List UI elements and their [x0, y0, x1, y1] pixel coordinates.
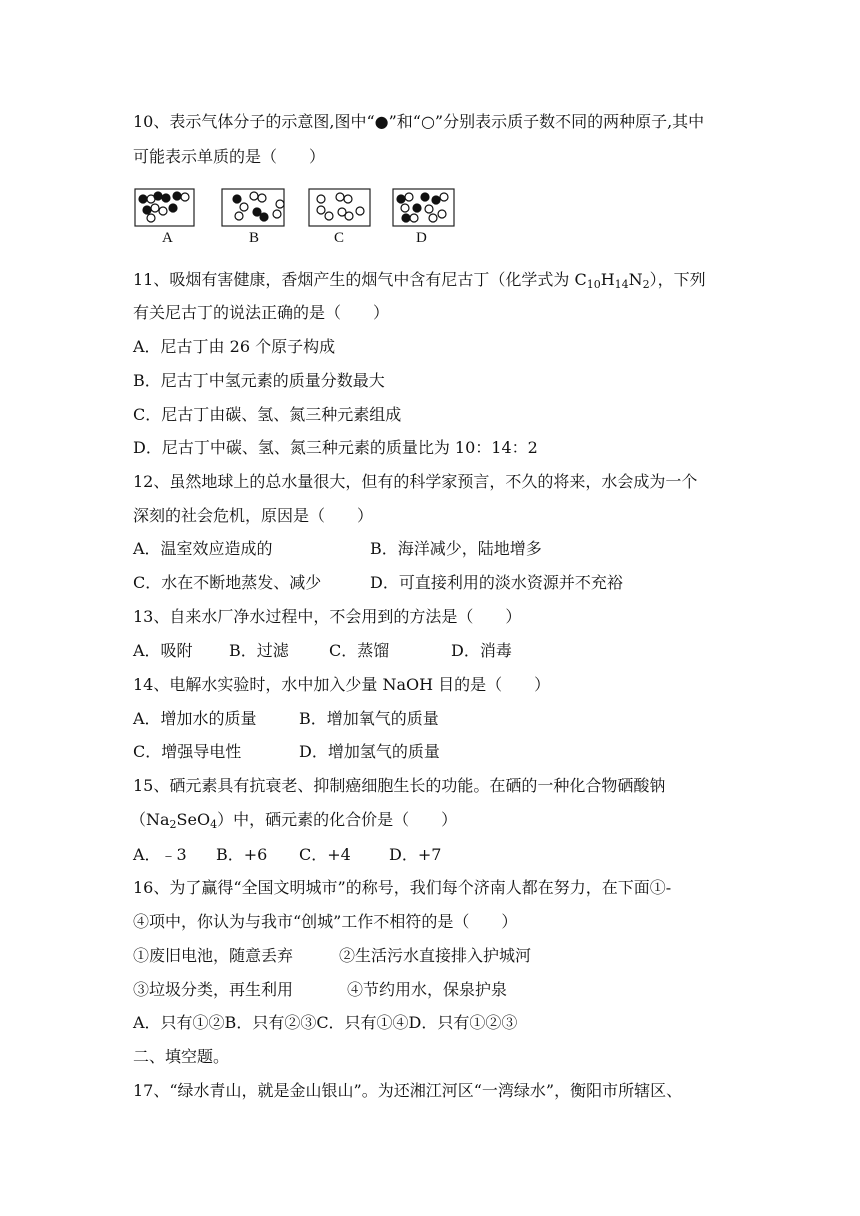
q14-option-d: D．增加氢气的质量 — [299, 742, 440, 761]
figure-label-c: C — [334, 230, 345, 246]
q16-item-2: ②生活污水直接排入护城河 — [339, 946, 532, 965]
q16-stem-line1: 16、为了赢得“全国文明城市”的称号，我们每个济南人都在努力，在下面①- — [133, 878, 672, 897]
q11-stem-text-b: ），下列 — [649, 270, 706, 289]
q12-option-c: C．水在不断地蒸发、减少 — [133, 573, 322, 592]
q12-stem-line2: 深刻的社会危机，原因是（ ） — [133, 506, 374, 525]
q13-option-d: D．消毒 — [451, 641, 512, 660]
q16-options: A．只有①②B．只有②③C．只有①④D．只有①②③ — [133, 1013, 518, 1032]
q11-stem-line1 — [133, 270, 706, 290]
q11-option-b: B．尼古丁中氢元素的质量分数最大 — [133, 371, 385, 390]
q15-option-d: D．+7 — [389, 845, 442, 864]
q12-option-b: B．海洋减少，陆地增多 — [370, 539, 542, 558]
q11-formula-n: N — [628, 270, 643, 289]
q11-stem-line2: 有关尼古丁的说法正确的是（ ） — [133, 303, 390, 322]
q14-option-b: B．增加氧气的质量 — [299, 709, 439, 728]
figure-label-a: A — [162, 230, 173, 246]
q16-item-3: ③垃圾分类，再生利用 — [133, 980, 294, 999]
q15-text-b: ）中，硒元素的化合价是（ ） — [217, 810, 458, 829]
q11-option-c: C．尼古丁由碳、氢、氮三种元素组成 — [133, 405, 402, 424]
q17-stem-line1: 17、“绿水青山，就是金山银山”。为还湘江河区“一湾绿水”，衡阳市所辖区、 — [133, 1081, 683, 1100]
molecule-diagrams — [133, 186, 463, 250]
q11-option-a: A．尼古丁由 26 个原子构成 — [133, 337, 336, 356]
q10-stem-line2: 可能表示单质的是（ ） — [133, 147, 326, 166]
q15-option-a: A．﹣3 — [133, 845, 187, 864]
q16-item-1: ①废旧电池，随意丢弃 — [133, 946, 294, 965]
q14-option-a: A．增加水的质量 — [133, 709, 257, 728]
q12-option-a: A．温室效应造成的 — [133, 539, 273, 558]
q15-formula-seo: SeO — [176, 810, 211, 829]
q15-option-b: B．+6 — [216, 845, 268, 864]
q13-option-a: A．吸附 — [133, 641, 193, 660]
q16-stem-line2: ④项中，你认为与我市“创城”工作不相符的是（ ） — [133, 912, 518, 931]
q11-sub-c: 10 — [586, 278, 601, 291]
q12-stem-line1: 12、虽然地球上的总水量很大，但有的科学家预言，不久的将来，水会成为一个 — [133, 472, 698, 491]
q10-molecule-figure — [133, 186, 463, 250]
q15-text-a: （Na — [130, 810, 170, 829]
q11-option-d: D．尼古丁中碳、氢、氮三种元素的质量比为 10：14：2 — [133, 438, 538, 457]
figure-label-b: B — [249, 230, 260, 246]
q11-stem-text-a: 11、吸烟有害健康，香烟产生的烟气中含有尼古丁（化学式为 C — [133, 270, 587, 289]
q15-option-c: C．+4 — [299, 845, 351, 864]
q13-option-b: B．过滤 — [229, 641, 289, 660]
q11-sub-n: 2 — [642, 278, 650, 291]
q13-option-c: C．蒸馏 — [329, 641, 390, 660]
q13-stem: 13、自来水厂净水过程中，不会用到的方法是（ ） — [133, 607, 522, 626]
q15-sub-na: 2 — [169, 818, 177, 831]
q10-stem-line1: 10、表示气体分子的示意图,图中“●”和“○”分别表示质子数不同的两种原子,其中 — [133, 112, 705, 131]
q14-option-c: C．增强导电性 — [133, 742, 242, 761]
q14-stem: 14、电解水实验时，水中加入少量 NaOH 目的是（ ） — [133, 675, 551, 694]
q15-stem-line2 — [130, 810, 457, 830]
q11-sub-h: 14 — [614, 278, 629, 291]
section-heading-fill-in: 二、填空题。 — [133, 1047, 230, 1066]
q15-sub-o: 4 — [210, 818, 218, 831]
q15-stem-line1: 15、硒元素具有抗衰老、抑制癌细胞生长的功能。在硒的一种化合物硒酸钠 — [133, 776, 666, 795]
figure-label-d: D — [416, 230, 427, 246]
q12-option-d: D．可直接利用的淡水资源并不充裕 — [370, 573, 623, 592]
q11-formula-h: H — [600, 270, 615, 289]
q16-item-4: ④节约用水，保泉护泉 — [347, 980, 508, 999]
